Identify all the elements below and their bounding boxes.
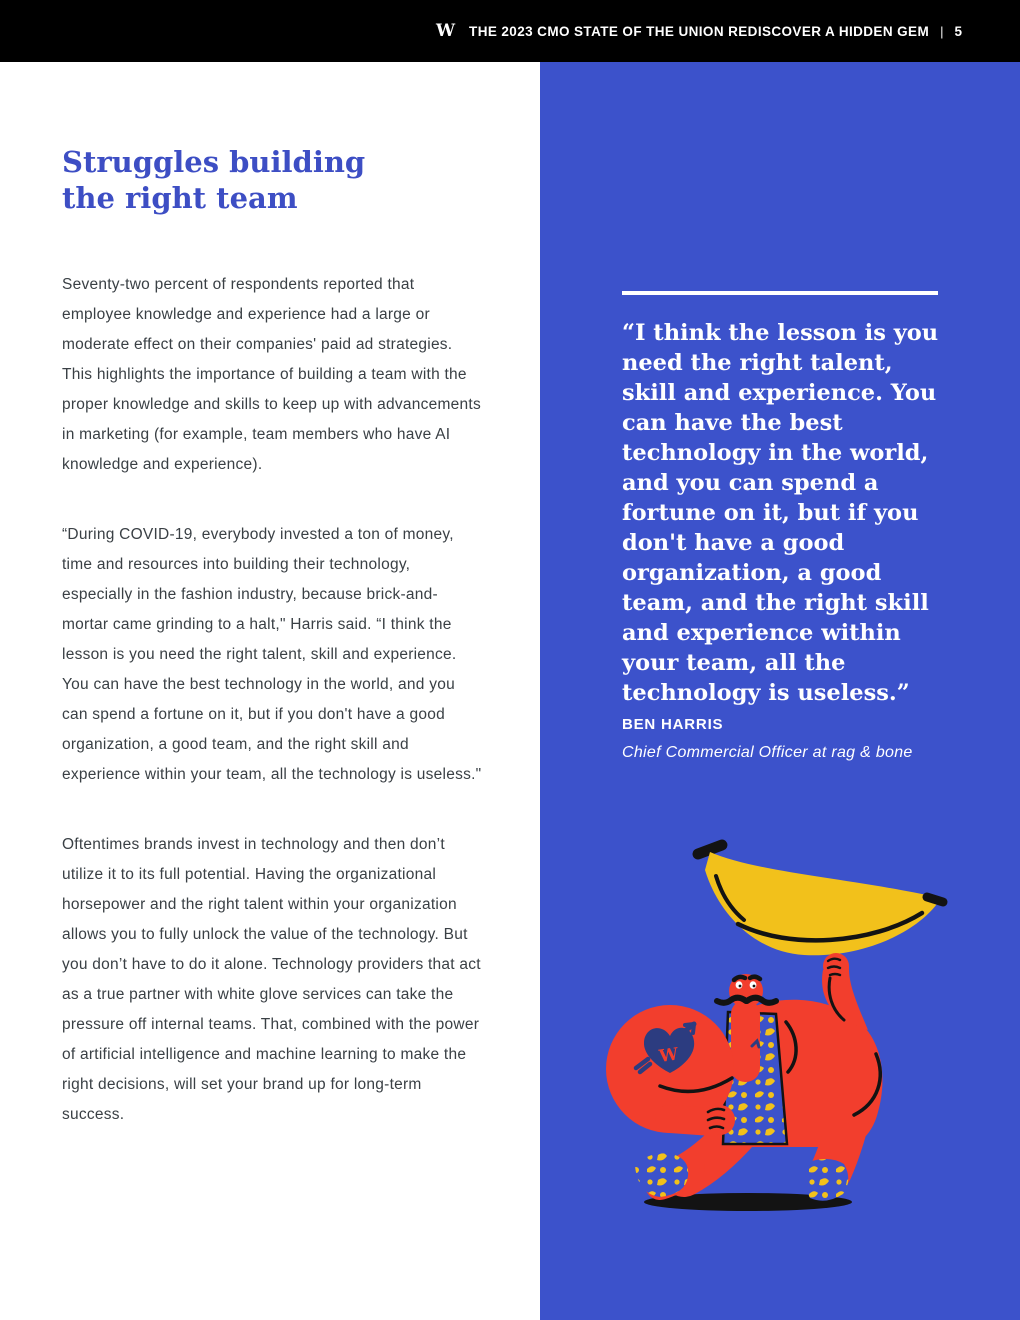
article-body (62, 270, 482, 1130)
banana (698, 845, 943, 955)
article-paragraph-1: Seventy-two percent of respondents reported that employee knowledge and experience had a large or moderate effect on their companies' paid ad strategies. This highlights the importance of building a team with the proper knowledge and skills to keep up with advancements in marketing (for example, team members who have AI knowledge and experience). (62, 276, 481, 473)
pull-quote-panel (540, 62, 1020, 1320)
section-heading (62, 144, 482, 216)
quote-attribution-title: Chief Commercial Officer at rag & bone (622, 744, 913, 761)
strongman-head (717, 974, 776, 1008)
section-heading-line2: the right team (62, 181, 298, 215)
svg-text:W: W (657, 1044, 680, 1067)
section-heading-line1: Struggles building (62, 145, 366, 179)
title-page-divider: | (940, 23, 944, 39)
right-leopard-boot (804, 1159, 848, 1201)
strongman-banana-illustration (590, 814, 980, 1234)
pull-quote: “I think the lesson is you need the right talent, skill and experience. You can have the best technology in the world, and you can spend a fortune on it, but if you don't have a good organization, a good team, and the right skill and experience within your team, all the technology is useless.” (622, 320, 939, 706)
quote-divider-rule (622, 291, 938, 295)
top-bar (0, 0, 1020, 62)
flexed-arm (606, 1005, 735, 1137)
article-paragraph-3: Oftentimes brands invest in technology and then don’t utilize it to its full potential. Having the organizational horsepower and the right talent within your organization allows you to fully unlock the value of the technology. But you don’t have to do it alone. Technology providers that act as a true partner with white glove services can take the pressure off internal teams. That, combined with the power of artificial intelligence and machine learning to make the right decisions, will set your brand up for long-term success. (62, 836, 481, 1123)
article-column (62, 62, 482, 1130)
wpromote-logo-icon: W (435, 20, 456, 41)
page-number: 5 (954, 23, 962, 39)
quote-attribution-name: BEN HARRIS (622, 716, 724, 733)
report-title: THE 2023 CMO STATE OF THE UNION REDISCOVER A HIDDEN GEM (469, 23, 930, 39)
article-paragraph-2: “During COVID-19, everybody invested a ton of money, time and resources into building their technology, especially in the fashion industry, because brick-and-mortar came grinding to a halt," Harris said. “I think the lesson is you need the right talent, skill and experience. You can have the best technology in the world, and you can spend a fortune on it, but if you don't have a good organization, a good team, and the right skill and experience within your team, all the technology is useless." (62, 526, 482, 783)
